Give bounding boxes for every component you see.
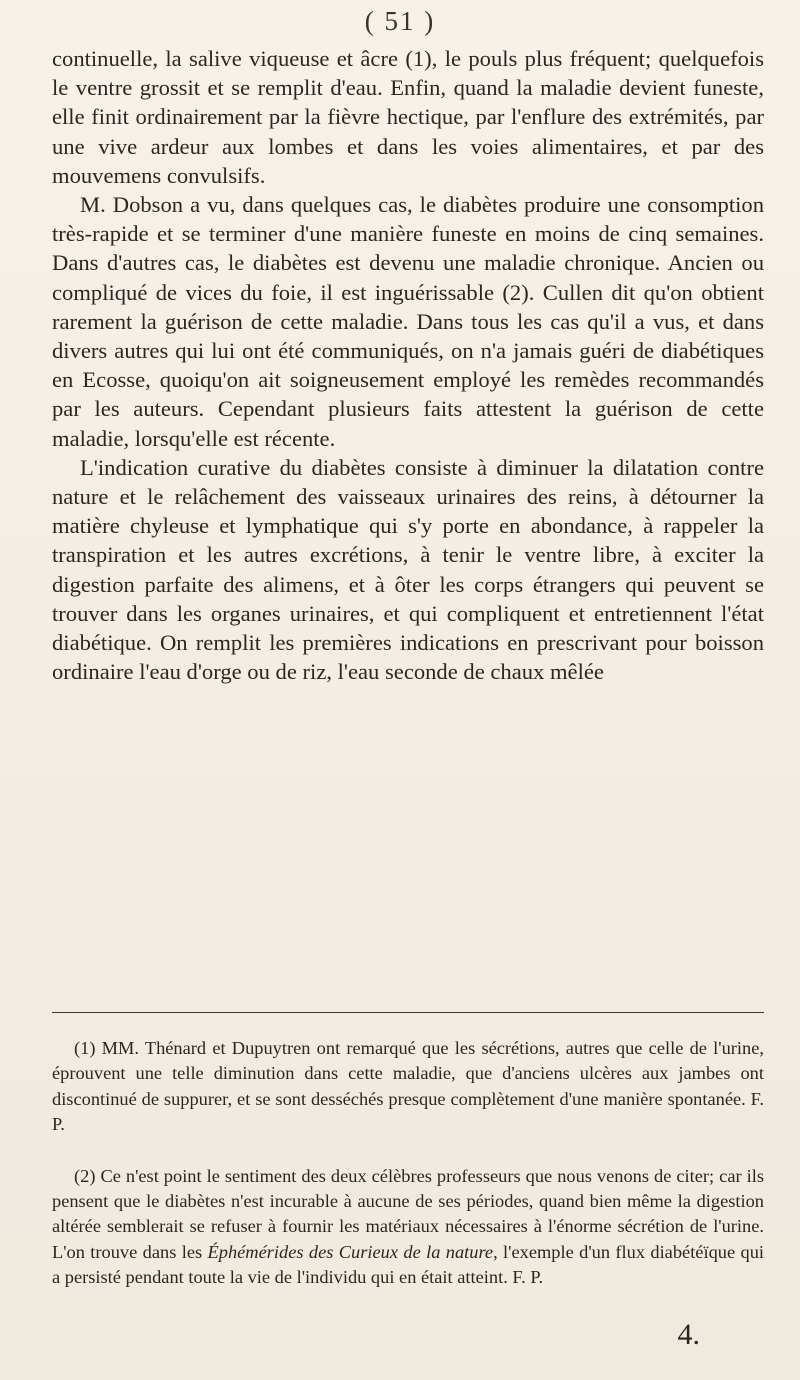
footnote-2 bbox=[52, 1164, 764, 1291]
footnote-2-title: Éphémérides des Curieux de la nature bbox=[207, 1241, 494, 1262]
main-text bbox=[52, 44, 764, 686]
footnote-2-text-before: (2) Ce n'est point le sentiment des deux célèbres professeurs que nous venons de citer; car ils pensent que le diabètes n'est incurable à aucune de ses périodes, quand bien même la digestion altérée semblerait se refuser à fournir les matériaux nécessaires à l'énorme sécrétion de l'urine. L'on trouve dans les bbox=[52, 1165, 764, 1262]
footnote-1 bbox=[52, 1036, 764, 1138]
footnote-1-text: (1) MM. Thénard et Dupuytren ont remarqué que les sécrétions, autres que celle de l'urine, éprouvent une telle diminution dans cette maladie, que d'anciens ulcères aux jambes ont discontinué de suppurer, et se sont desséchés presque complètement d'une manière spontanée. F. P. bbox=[52, 1038, 764, 1135]
footnotes bbox=[52, 1036, 764, 1317]
page-number: ( 51 ) bbox=[364, 6, 436, 36]
footnote-divider bbox=[52, 1012, 764, 1013]
paragraph-1: continuelle, la salive viqueuse et âcre (1), le pouls plus fréquent; quelquefois le ventre grossit et se remplit d'eau. Enfin, quand la maladie devient funeste, elle finit ordinairement par la fièvre hectique, par l'enflure des extrémités, par une vive ardeur aux lombes et dans les voies alimentaires, et par des mouvemens convulsifs. bbox=[52, 46, 764, 188]
footnote-2-text-after: , l'exemple d'un flux diabétéïque qui a persisté pendant toute la vie de l'individu qui en était atteint. F. P. bbox=[52, 1241, 764, 1288]
paragraph-3: L'indication curative du diabètes consiste à diminuer la dilatation contre nature et le relâchement des vaisseaux urinaires des reins, à détourner la matière chyleuse et lymphatique qui s'y porte en abondance, à rappeler la transpiration et les autres excrétions, à tenir le ventre libre, à exciter la digestion parfaite des alimens, et à ôter les corps étrangers qui peuvent se trouver dans les organes urinaires, et qui compliquent et entretiennent l'état diabétique. On remplit les premières indications en prescrivant pour boisson ordinaire l'eau d'orge ou de riz, l'eau seconde de chaux mêlée bbox=[52, 454, 764, 685]
signature-mark: 4. bbox=[677, 1318, 700, 1351]
paragraph-2: M. Dobson a vu, dans quelques cas, le diabètes produire une consomption très-rapide et se terminer d'une manière funeste en moins de cinq semaines. Dans d'autres cas, le diabètes est devenu une maladie chronique. Ancien ou compliqué de vices du foie, il est inguérissable (2). Cullen dit qu'on obtient rarement la guérison de cette maladie. Dans tous les cas qu'il a vus, et dans divers autres qui lui ont été communiqués, on n'a jamais guéri de diabétiques en Ecosse, quoiqu'on ait soigneusement employé les remèdes recommandés par les auteurs. Cependant plusieurs faits attestent la guérison de cette maladie, lorsqu'elle est récente. bbox=[52, 192, 764, 451]
